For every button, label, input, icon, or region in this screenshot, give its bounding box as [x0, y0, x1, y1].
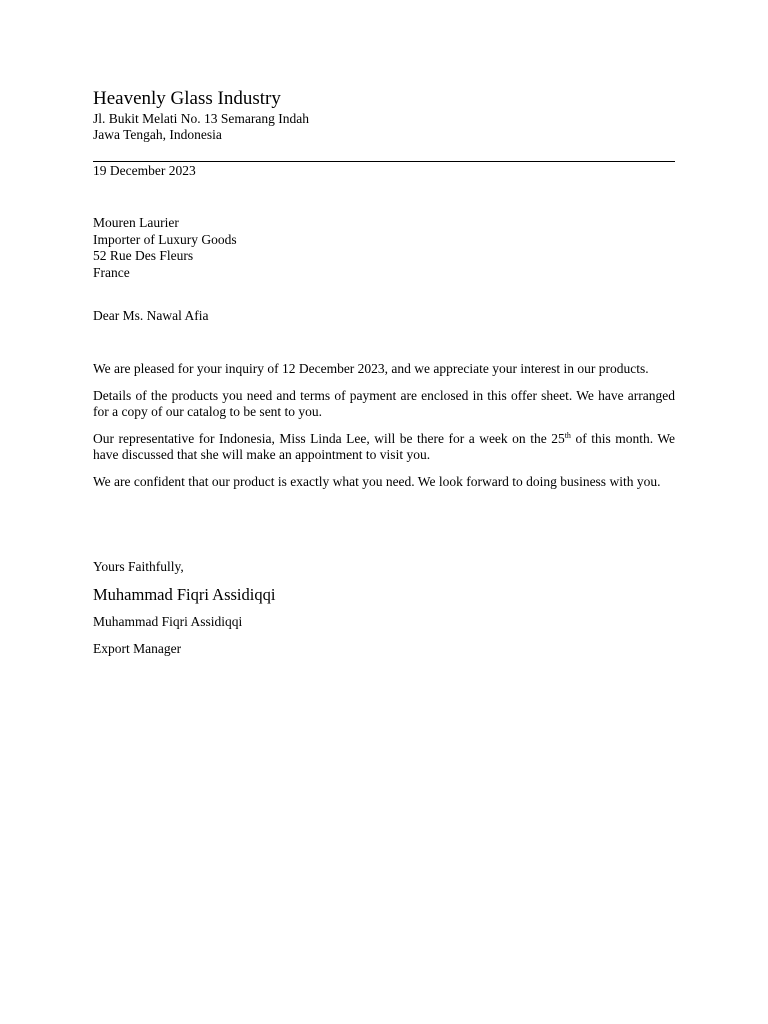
company-name: Heavenly Glass Industry	[93, 88, 281, 109]
recipient-block	[93, 215, 237, 281]
letter-body	[93, 361, 675, 500]
body-paragraph-2: Details of the products you need and terms of payment are enclosed in this offer sheet. We have arranged for a copy of our catalog to be sent to you.	[93, 387, 675, 419]
body-paragraph-4: We are confident that our product is exactly what you need. We look forward to doing business with you.	[93, 473, 661, 489]
company-address-line1: Jl. Bukit Melati No. 13 Semarang Indah	[93, 111, 309, 126]
letter-date: 19 December 2023	[93, 163, 196, 178]
letterhead-divider	[93, 161, 675, 162]
body-paragraph-3-end: of this month. We have discussed that she will make an appointment to visit you.	[93, 430, 675, 462]
recipient-street: 52 Rue Des Fleurs	[93, 248, 194, 263]
signer-name: Muhammad Fiqri Assidiqqi	[93, 614, 243, 629]
recipient-name: Mouren Laurier	[93, 215, 179, 230]
salutation: Dear Ms. Nawal Afia	[93, 308, 209, 323]
signature: Muhammad Fiqri Assidiqqi	[93, 585, 276, 604]
body-paragraph-3-start: Our representative for Indonesia, Miss Linda Lee, will be there for a week on the 25	[93, 430, 565, 446]
recipient-country: France	[93, 264, 130, 280]
complimentary-close: Yours Faithfully,	[93, 559, 184, 574]
recipient-title: Importer of Luxury Goods	[93, 231, 237, 247]
company-address-line2: Jawa Tengah, Indonesia	[93, 127, 222, 142]
body-paragraph-3	[93, 431, 675, 464]
body-paragraph-1: We are pleased for your inquiry of 12 December 2023, and we appreciate your interest in our products.	[93, 361, 649, 376]
ordinal-suffix: th	[564, 430, 571, 440]
signer-position: Export Manager	[93, 641, 182, 656]
